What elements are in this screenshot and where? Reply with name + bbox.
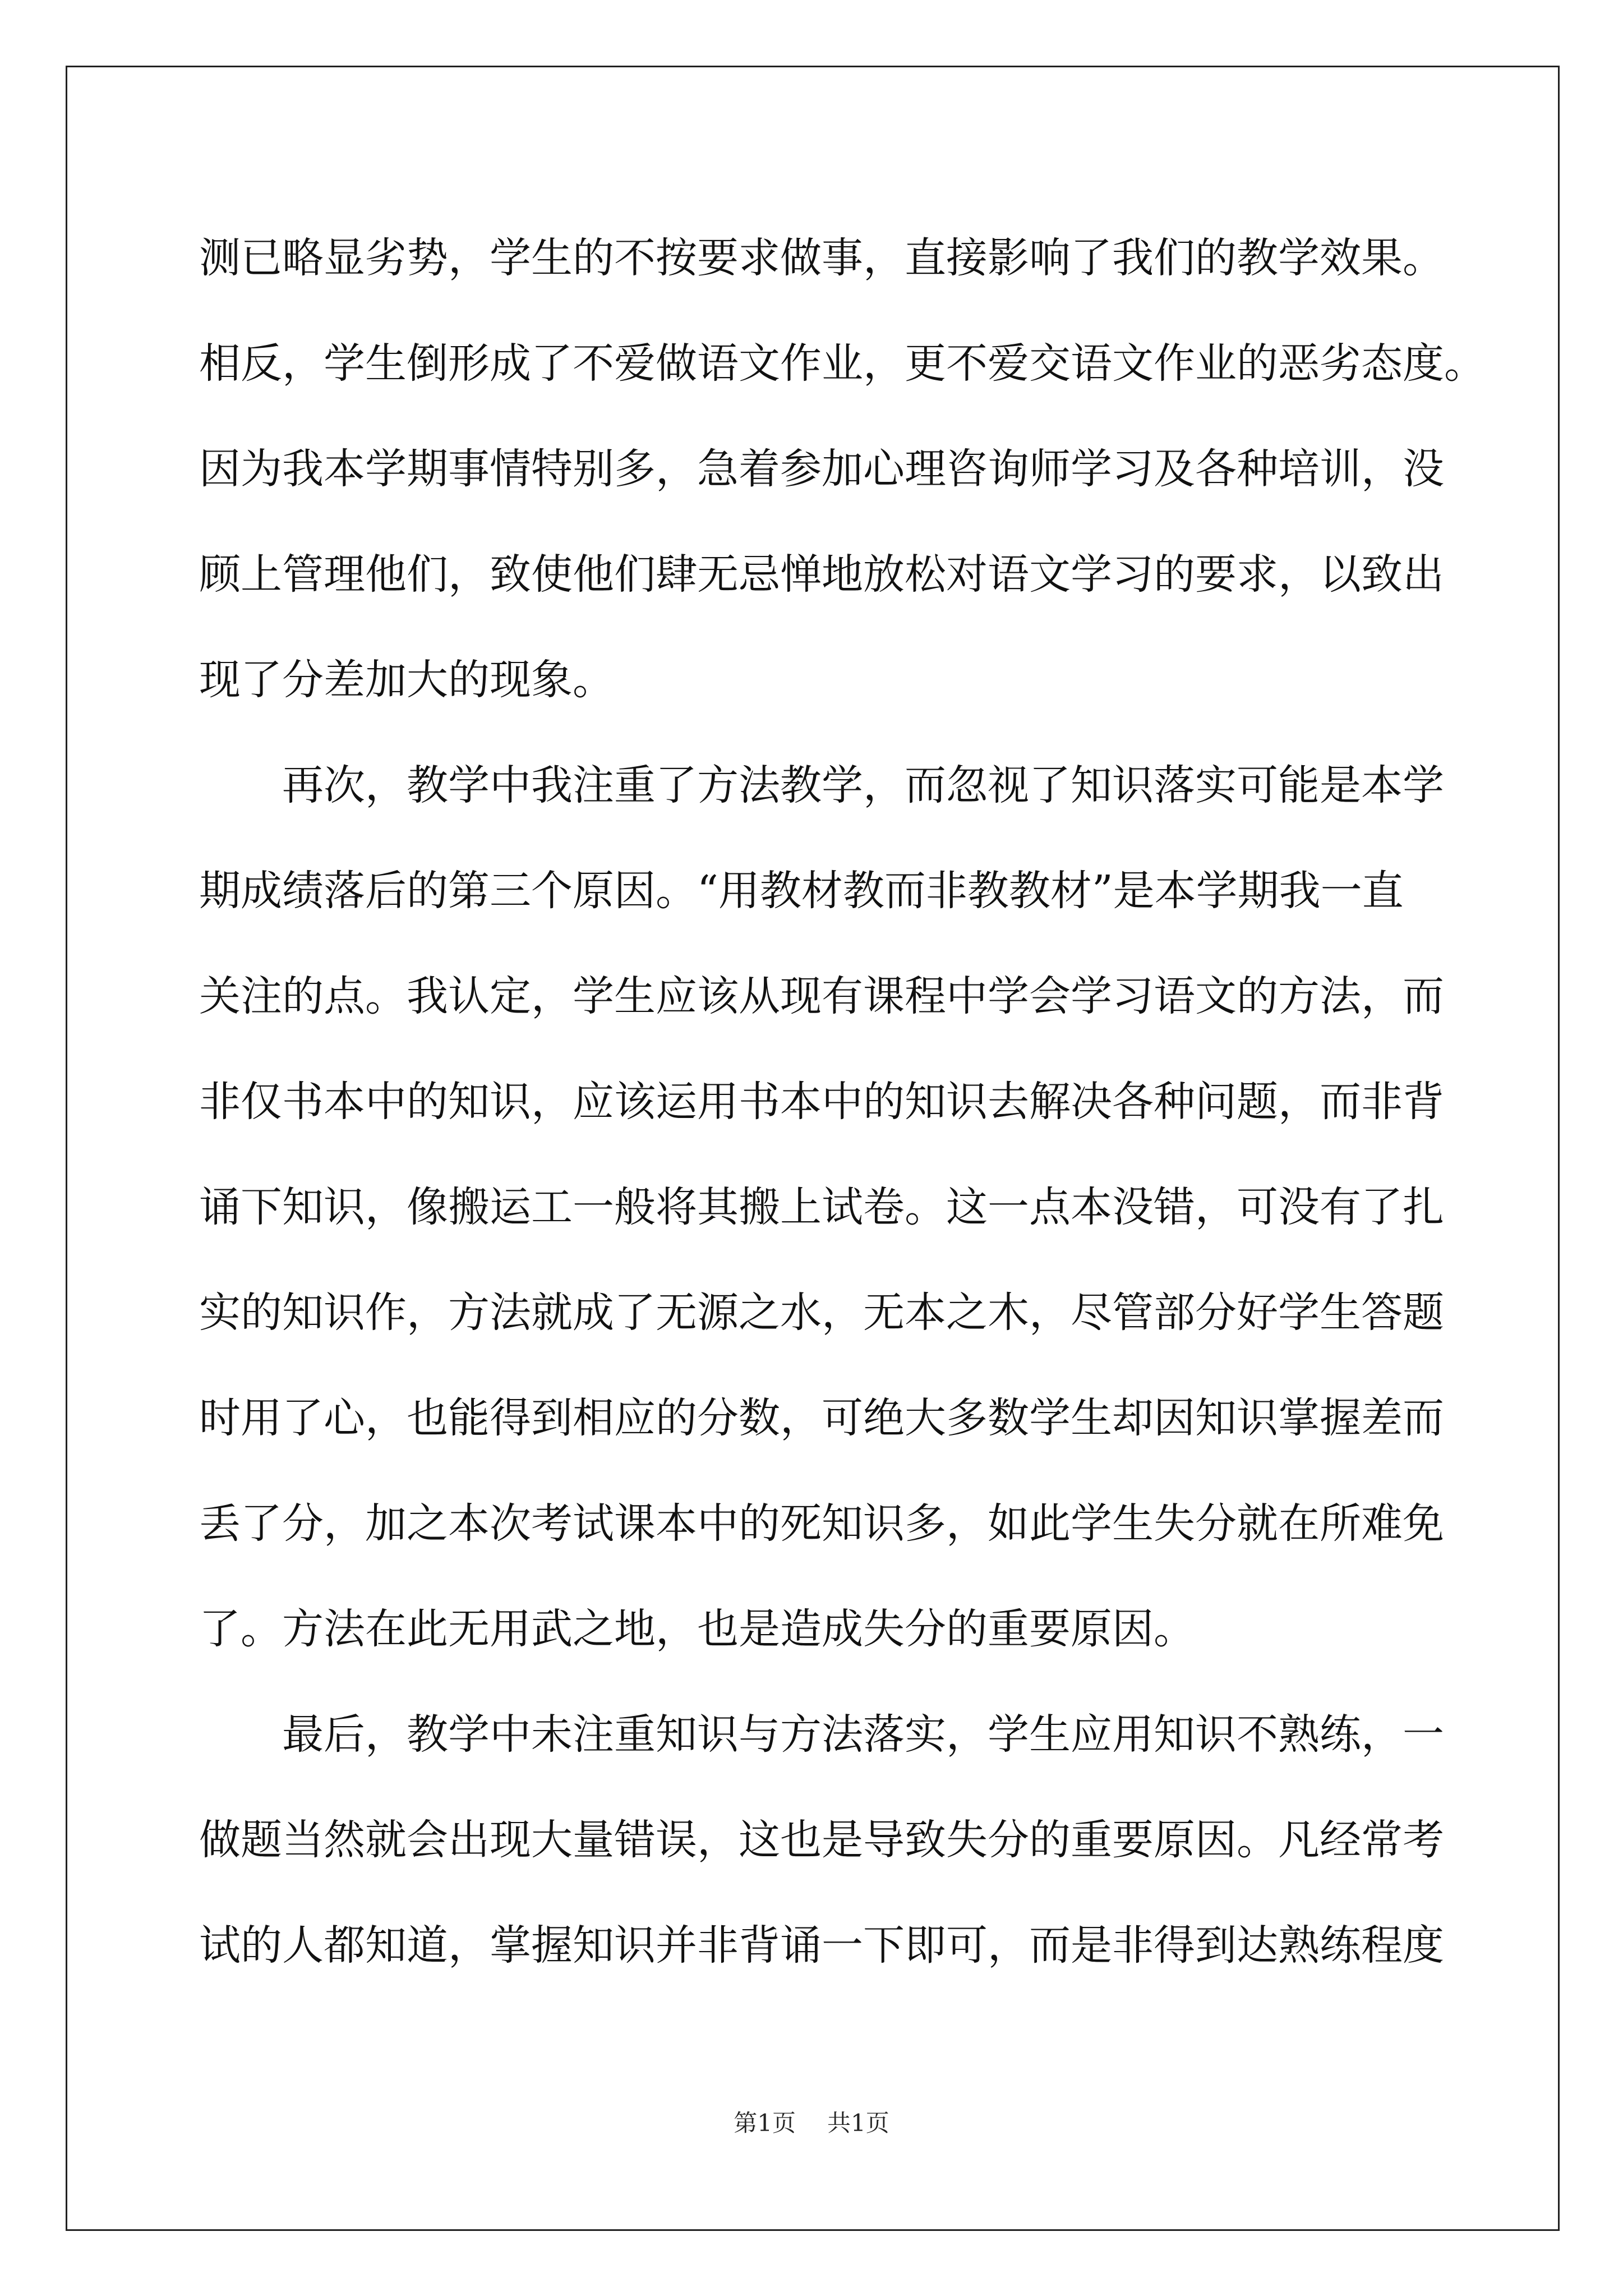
text-line: 顾上管理他们，致使他们肆无忌惮地放松对语文学习的要求，以致出 [199,550,1444,599]
text-line: 相反，学生倒形成了不爱做语文作业，更不爱交语文作业的恶劣态度。 [199,339,1486,388]
text-line: 现了分差加大的现象。 [199,656,614,704]
text-line: 了。方法在此无用武之地，也是造成失分的重要原因。 [199,1605,1195,1653]
text-line: 期成绩落后的第三个原因。“用教材教而非教教材”是本学期我一直 [199,867,1404,915]
text-line: 时用了心，也能得到相应的分数，可绝大多数学生却因知识掌握差而 [199,1394,1444,1442]
page-number: 第1页 [734,2109,796,2137]
text-line: 试的人都知道，掌握知识并非背诵一下即可，而是非得到达熟练程度 [199,1921,1444,1970]
text-line: 非仅书本中的知识，应该运用书本中的知识去解决各种问题，而非背 [199,1078,1444,1126]
text-line: 因为我本学期事情特别多，急着参加心理咨询师学习及各种培训，没 [199,445,1444,493]
text-line: 再次，教学中我注重了方法教学，而忽视了知识落实可能是本学 [199,761,1444,809]
text-line: 关注的点。我认定，学生应该从现有课程中学会学习语文的方法，而 [199,972,1444,1020]
text-line: 诵下知识，像搬运工一般将其搬上试卷。这一点本没错，可没有了扎 [199,1183,1444,1231]
text-line: 测已略显劣势，学生的不按要求做事，直接影响了我们的教学效果。 [199,234,1444,282]
page-total: 共1页 [827,2109,889,2137]
text-line: 丢了分，加之本次考试课本中的死知识多，如此学生失分就在所难免 [199,1499,1444,1548]
page-footer [0,2106,1623,2140]
document-body [199,205,1486,1998]
text-line: 最后，教学中未注重知识与方法落实，学生应用知识不熟练，一 [199,1710,1444,1759]
text-line: 做题当然就会出现大量错误，这也是导致失分的重要原因。凡经常考 [199,1816,1444,1864]
text-line: 实的知识作，方法就成了无源之水，无本之木，尽管部分好学生答题 [199,1289,1444,1337]
